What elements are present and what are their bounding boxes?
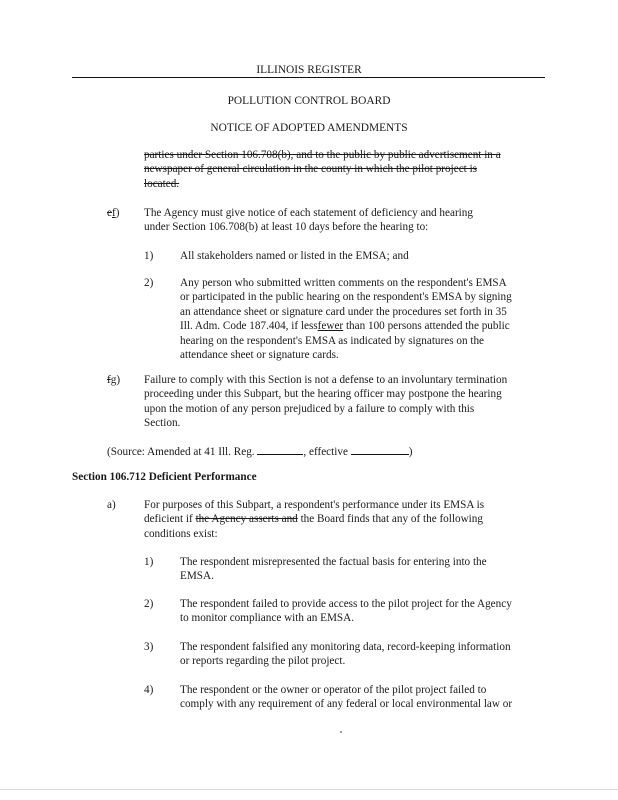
scan-speck <box>340 731 342 733</box>
item-a-sub-label: 2) <box>144 598 154 610</box>
item-a-text: For purposes of this Subpart, a respondent's performance under its EMSA is deficient if the Agency asserts and the Board finds that any of the following conditions exist: <box>144 499 485 540</box>
board-title: POLLUTION CONTROL BOARD <box>227 95 391 107</box>
item-a-sub-text: The respondent or the owner or operator of the pilot project failed to comply with any requirement of any federal or local environmental law or <box>180 684 513 711</box>
item-a-sub-text: The respondent failed to provide access to the pilot project for the Agency to monitor compliance with an EMSA. <box>180 598 512 625</box>
notice-title: NOTICE OF ADOPTED AMENDMENTS <box>210 122 408 134</box>
item-a-sub-text: The respondent falsified any monitoring data, record-keeping information or reports regarding the pilot project. <box>180 641 511 668</box>
source-register-blank <box>257 443 303 455</box>
item-a-sub-label: 3) <box>144 641 154 653</box>
continuation-line: located. <box>144 177 180 190</box>
item-f-label: ef) <box>107 207 120 219</box>
section-heading: Section 106.712 Deficient Performance <box>72 471 257 483</box>
page-edge <box>0 789 618 790</box>
register-title: ILLINOIS REGISTER <box>256 64 362 76</box>
item-a-label: a) <box>107 499 116 511</box>
continuation-paragraph <box>144 148 501 191</box>
item-f-text: The Agency must give notice of each statement of deficiency and hearing under Section 106.708(b) at least 10 days before the hearing to: <box>144 207 473 234</box>
item-f-sub1-text: All stakeholders named or listed in the EMSA; and <box>180 250 409 262</box>
source-note: (Source: Amended at 41 Ill. Reg. , effective ) <box>107 443 412 459</box>
item-f-sub2-text: Any person who submitted written comments on the respondent's EMSA or participated in the public hearing on the respondent's EMSA by signing an attendance sheet or signature card under the procedures set forth in 35 Ill. Adm. Code 187.404, if lessfewer than 100 persons attended the public hearing on the respondent's EMSA as indicated by signatures on the attendance sheet or signature cards. <box>180 277 512 361</box>
item-a-sub-text: The respondent misrepresented the factual basis for entering into the EMSA. <box>180 556 487 583</box>
item-a-sub-label: 4) <box>144 684 154 696</box>
item-a-sub-label: 1) <box>144 556 154 568</box>
header-rule <box>72 77 545 78</box>
item-f-sub1-label: 1) <box>144 250 154 262</box>
item-g-text: Failure to comply with this Section is not a defense to an involuntary termination proceeding under this Subpart, but the hearing officer may postpone the hearing upon the motion of any person prejudiced by a failure to comply with this Section. <box>144 374 508 430</box>
continuation-line: newspaper of general circulation in the county in which the pilot project is <box>144 163 478 176</box>
source-effective-blank <box>351 443 409 455</box>
item-f-sub2-label: 2) <box>144 277 154 289</box>
continuation-line: parties under Section 106.708(b), and to the public by public advertisement in a <box>144 149 501 161</box>
item-g-label: fg) <box>107 374 121 386</box>
